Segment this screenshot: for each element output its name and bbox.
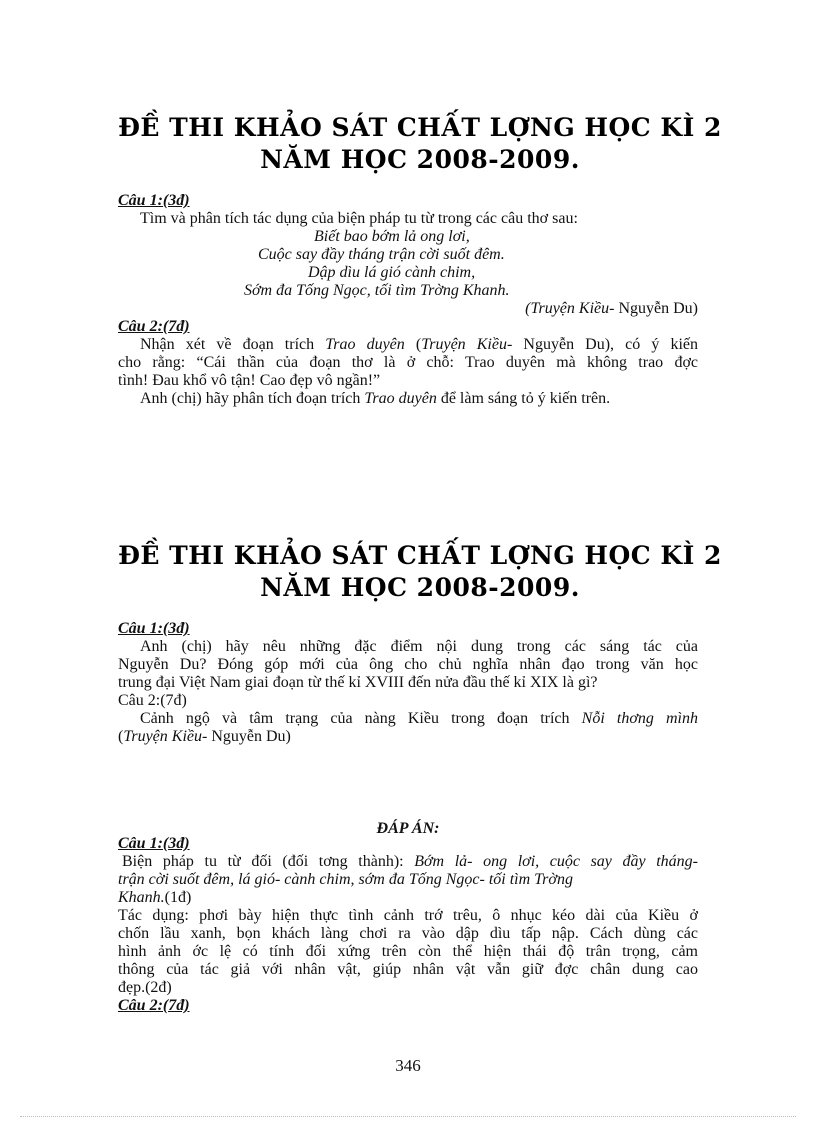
poem-source: (Truyện Kiều- Nguyễn Du) — [525, 300, 698, 317]
exam1-q2-line4: Anh (chị) hãy phân tích đoạn trích Trao duyên để làm sáng tỏ ý kiến trên. — [140, 390, 611, 407]
exam2-q2-line1: Cảnh ngộ và tâm trạng của nàng Kiều trong đoạn trích Nỗi thơng mình — [140, 710, 698, 727]
poem-line-2: Cuộc say đầy tháng trận cời suốt đêm. — [258, 246, 505, 263]
exam2-title — [100, 540, 740, 604]
exam2-title-line1: ĐỀ THI KHẢO SÁT CHẤT LỢNG HỌC KÌ 2 — [118, 541, 722, 570]
answer1-line1: Biện pháp tu từ đối (đối tơng thành): Bớm lả- ong lơi, cuộc say đầy tháng- — [122, 853, 698, 870]
poem-line-3: Dập dìu lá gió cành chim, — [308, 264, 476, 281]
answer2-line4: thông của tác giả với nhân vật, giúp nhân vật vẫn giữ đợc chân dung cao — [118, 961, 698, 978]
answer2-line3: hình ảnh ớc lệ có tính đối xứng trên còn thể hiện thái độ trân trọng, cảm — [118, 943, 698, 960]
poem-line-1: Biết bao bớm lả ong lơi, — [314, 228, 470, 245]
exam1-title-line1: ĐỀ THI KHẢO SÁT CHẤT LỢNG HỌC KÌ 2 — [118, 113, 722, 142]
exam1-q2-heading: Câu 2:(7đ) — [118, 318, 190, 335]
answers-q2-heading: Câu 2:(7đ) — [118, 997, 190, 1014]
answer1-line3: Khanh.(1đ) — [118, 889, 192, 906]
exam1-title — [100, 112, 740, 176]
exam2-q2-heading: Câu 2:(7đ) — [118, 692, 187, 709]
page-number: 346 — [395, 1056, 421, 1075]
exam2-body — [118, 620, 698, 746]
exam1-q2-line1: Nhận xét về đoạn trích Trao duyên (Truyện Kiều- Nguyễn Du), có ý kiến — [140, 336, 698, 353]
answer2-line2: chốn lầu xanh, bọn khách làng chơi ra vào dập dìu tấp nập. Cách dùng các — [118, 925, 698, 942]
exam2-q1-line1: Anh (chị) hãy nêu những đặc điểm nội dung trong các sáng tác của — [140, 638, 698, 655]
exam1-title-line2: NĂM HỌC 2008-2009. — [260, 145, 580, 174]
answers-q1-heading: Câu 1:(3đ) — [118, 835, 190, 852]
exam1-q1-prompt: Tìm và phân tích tác dụng của biện pháp tu từ trong các câu thơ sau: — [140, 210, 578, 227]
exam2-q1-line3: trung đại Việt Nam giai đoạn từ thế kỉ XVIII đến nửa đầu thế kỉ XIX là gì? — [118, 674, 598, 691]
exam1-q1-heading: Câu 1:(3đ) — [118, 192, 190, 209]
exam2-q2-line2: (Truyện Kiều- Nguyễn Du) — [118, 728, 291, 745]
exam1-q2-line2: cho rằng: “Cái thần của đoạn thơ là ở chỗ: Trao duyên mà không trao đợc — [118, 354, 698, 371]
exam2-title-line2: NĂM HỌC 2008-2009. — [260, 573, 580, 602]
answer-title: ĐÁP ÁN: — [376, 820, 440, 837]
exam2-q1-heading: Câu 1:(3đ) — [118, 620, 190, 637]
answer2-line1: Tác dụng: phơi bày hiện thực tình cảnh trớ trêu, ô nhục kéo dài của Kiều ở — [118, 907, 698, 924]
answer1-line2: trận cời suốt đêm, lá gió- cành chim, sớm đa Tống Ngọc- tối tìm Trờng — [118, 871, 573, 888]
exam1-body — [118, 192, 698, 408]
exam2-q1-line2: Nguyễn Du? Đóng góp mới của ông cho chủ nghĩa nhân đạo trong văn học — [118, 656, 698, 673]
exam1-q2-line3: tình! Đau khổ vô tận! Cao đẹp vô ngần!” — [118, 372, 381, 389]
poem-line-4: Sớm đa Tống Ngọc, tối tìm Trờng Khanh. — [244, 282, 510, 299]
page-bottom-divider — [20, 1116, 796, 1117]
answers-body — [118, 835, 698, 1015]
answer2-line5: đẹp.(2đ) — [118, 979, 172, 996]
